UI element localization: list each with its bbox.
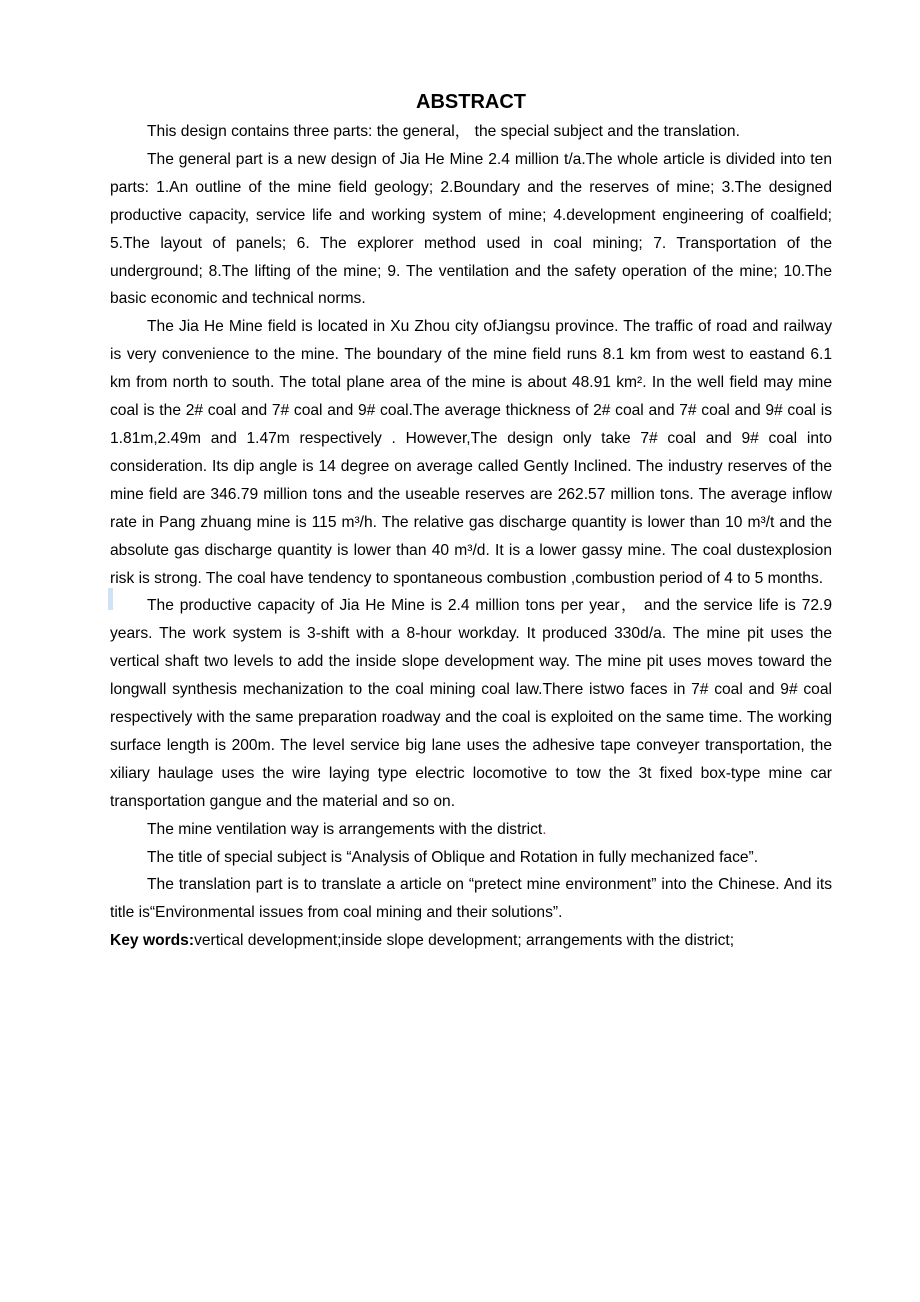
keywords-label: Key words: bbox=[110, 932, 195, 950]
keywords-text: vertical development;inside slope development; arrangements with the district; bbox=[194, 932, 735, 950]
paragraph-ventilation bbox=[110, 816, 832, 844]
abstract-title: ABSTRACT bbox=[416, 91, 526, 113]
abstract-page bbox=[110, 88, 832, 955]
paragraph-mine-field: The Jia He Mine field is located in Xu Zhou city ofJiangsu province. The traffic of road and railway is very convenience to the mine. The boundary of the mine field runs 8.1 km from west to eastand 6.1 km from north to south. The total plane area of the mine is about 48.91 km². In the well field may mine coal is the 2# coal and 7# coal and 9# coal.The average thickness of 2# coal and 7# coal and 9# coal is 1.81m,2.49m and 1.47m respectively . However,The design only take 7# coal and 9# coal into consideration. Its dip angle is 14 degree on average called Gently Inclined. The industry reserves of the mine field are 346.79 million tons and the useable reserves are 262.57 million tons. The average inflow rate in Pang zhuang mine is 115 m³/h. The relative gas discharge quantity is lower than 10 m³/t and the absolute gas discharge quantity is lower than 40 m³/d. It is a lower gassy mine. The coal dustexplosion risk is strong. The coal have tendency to spontaneous combustion ,combustion period of 4 to 5 months. bbox=[110, 318, 832, 587]
paragraph-general-part: The general part is a new design of Jia He Mine 2.4 million t/a.The whole article is divided into ten parts: 1.An outline of the mine field geology; 2.Boundary and the reserves of mine; 3.The designed productive capacity, service life and working system of mine; 4.development engineering of coalfield; 5.The layout of panels; 6. The explorer method used in coal mining; 7. Transportation of the underground; 8.The lifting of the mine; 9. The ventilation and the safety operation of the mine; 10.The basic economic and technical norms. bbox=[110, 150, 832, 308]
ventilation-text: The mine ventilation way is arrangements with the district bbox=[147, 820, 543, 838]
paragraph-overview: This design contains three parts: the general， the special subject and the translation. bbox=[147, 123, 740, 140]
paragraph-productive-capacity: The productive capacity of Jia He Mine is 2.4 million tons per year， and the service life is 72.9 years. The work system is 3-shift with a 8-hour workday. It produced 330d/a. The mine pit uses the vertical shaft two levels to add the inside slope development way. The mine pit uses moves toward the longwall synthesis mechanization to the coal mining coal law.There istwo faces in 7# coal and 9# coal respectively with the same preparation roadway and the coal is exploited on the same time. The working surface length is 200m. The level service big lane uses the adhesive tape conveyer transportation, the xiliary haulage uses the wire laying type electric locomotive to tow the 3t fixed box-type mine car transportation gangue and the material and so on. bbox=[110, 597, 832, 810]
ventilation-end-mark: . bbox=[542, 820, 547, 838]
paragraph-special-subject: The title of special subject is “Analysis of Oblique and Rotation in fully mechanized face”. bbox=[147, 848, 759, 866]
keywords-line bbox=[110, 927, 832, 955]
paragraph-translation: The translation part is to translate a article on “pretect mine environment” into the Chinese. And its title is“Environmental issues from coal mining and their solutions”. bbox=[110, 876, 832, 922]
